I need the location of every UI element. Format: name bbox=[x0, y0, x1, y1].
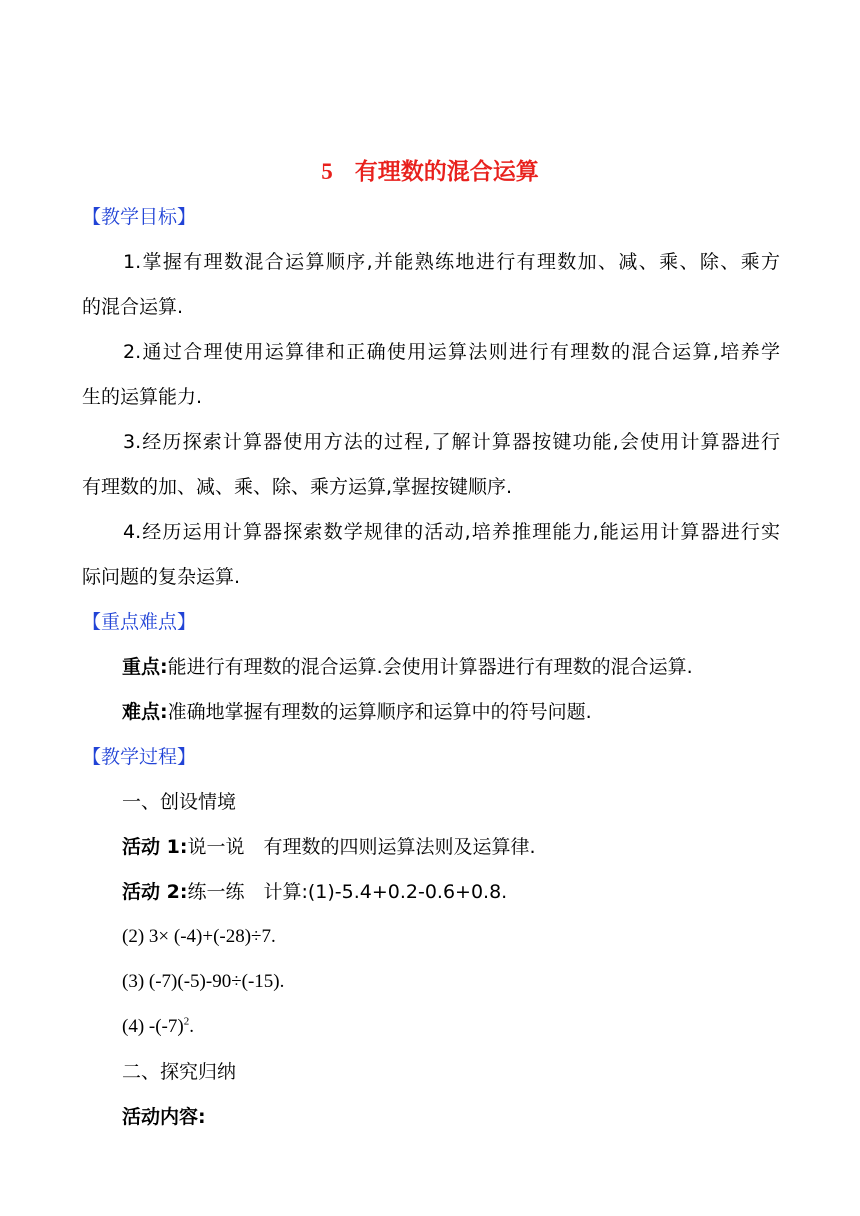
goal-4-line-1: 4.经历运用计算器探索数学规律的活动,培养推理能力,能运用计算器进行实 bbox=[123, 521, 780, 543]
goal-1-line-1: 1.掌握有理数混合运算顺序,并能熟练地进行有理数加、减、乘、除、乘方 bbox=[123, 251, 780, 273]
activity-1-line bbox=[122, 833, 535, 861]
goal-paragraph-1 bbox=[82, 240, 780, 330]
section-heading-goals: 【教学目标】 bbox=[82, 206, 197, 228]
title-text: 有理数的混合运算 bbox=[354, 159, 539, 185]
goal-1-line-2: 的混合运算. bbox=[82, 296, 184, 318]
exercise-4 bbox=[122, 1013, 194, 1041]
page-title bbox=[0, 156, 860, 188]
goal-3-line-2: 有理数的加、减、乘、除、乘方运算,掌握按键顺序. bbox=[82, 476, 513, 498]
key-point-line bbox=[122, 653, 693, 681]
activity-1-label: 活动 1: bbox=[122, 836, 188, 858]
goal-paragraph-2 bbox=[82, 330, 780, 420]
goal-paragraph-3 bbox=[82, 420, 780, 510]
activity-2-label: 活动 2: bbox=[122, 881, 188, 903]
exercise-4-exponent: 2 bbox=[183, 1015, 190, 1028]
part-two-heading: 二、探究归纳 bbox=[122, 1061, 237, 1083]
goal-4-line-2: 际问题的复杂运算. bbox=[82, 566, 241, 588]
key-point-label: 重点: bbox=[122, 656, 168, 678]
goal-3-line-1: 3.经历探索计算器使用方法的过程,了解计算器按键功能,会使用计算器进行 bbox=[123, 431, 780, 453]
key-point-text: 能进行有理数的混合运算.会使用计算器进行有理数的混合运算. bbox=[167, 656, 693, 678]
activity-content-label: 活动内容: bbox=[122, 1106, 206, 1128]
difficult-point-text: 准确地掌握有理数的运算顺序和运算中的符号问题. bbox=[167, 701, 592, 723]
activity-1-text: 说一说 有理数的四则运算法则及运算律. bbox=[187, 836, 536, 858]
activity-content-line bbox=[122, 1103, 206, 1131]
part-one-heading: 一、创设情境 bbox=[122, 791, 237, 813]
exercise-4-base: (4) -(-7) bbox=[122, 1016, 184, 1037]
exercise-3: (3) (-7)(-5)-90÷(-15). bbox=[122, 971, 285, 992]
exercise-2: (2) 3× (-4)+(-28)÷7. bbox=[122, 926, 276, 947]
difficult-point-line bbox=[122, 698, 592, 726]
goal-2-line-1: 2.通过合理使用运算律和正确使用运算法则进行有理数的混合运算,培养学 bbox=[123, 341, 780, 363]
section-heading-key-points: 【重点难点】 bbox=[82, 611, 197, 633]
activity-2-line bbox=[122, 878, 507, 906]
activity-2-text: 练一练 计算:(1)-5.4+0.2-0.6+0.8. bbox=[187, 881, 508, 903]
section-heading-process: 【教学过程】 bbox=[82, 746, 197, 768]
goal-paragraph-4 bbox=[82, 510, 780, 600]
exercise-4-end: . bbox=[189, 1016, 194, 1037]
title-number: 5 bbox=[321, 159, 333, 184]
difficult-point-label: 难点: bbox=[122, 701, 168, 723]
goal-2-line-2: 生的运算能力. bbox=[82, 386, 203, 408]
